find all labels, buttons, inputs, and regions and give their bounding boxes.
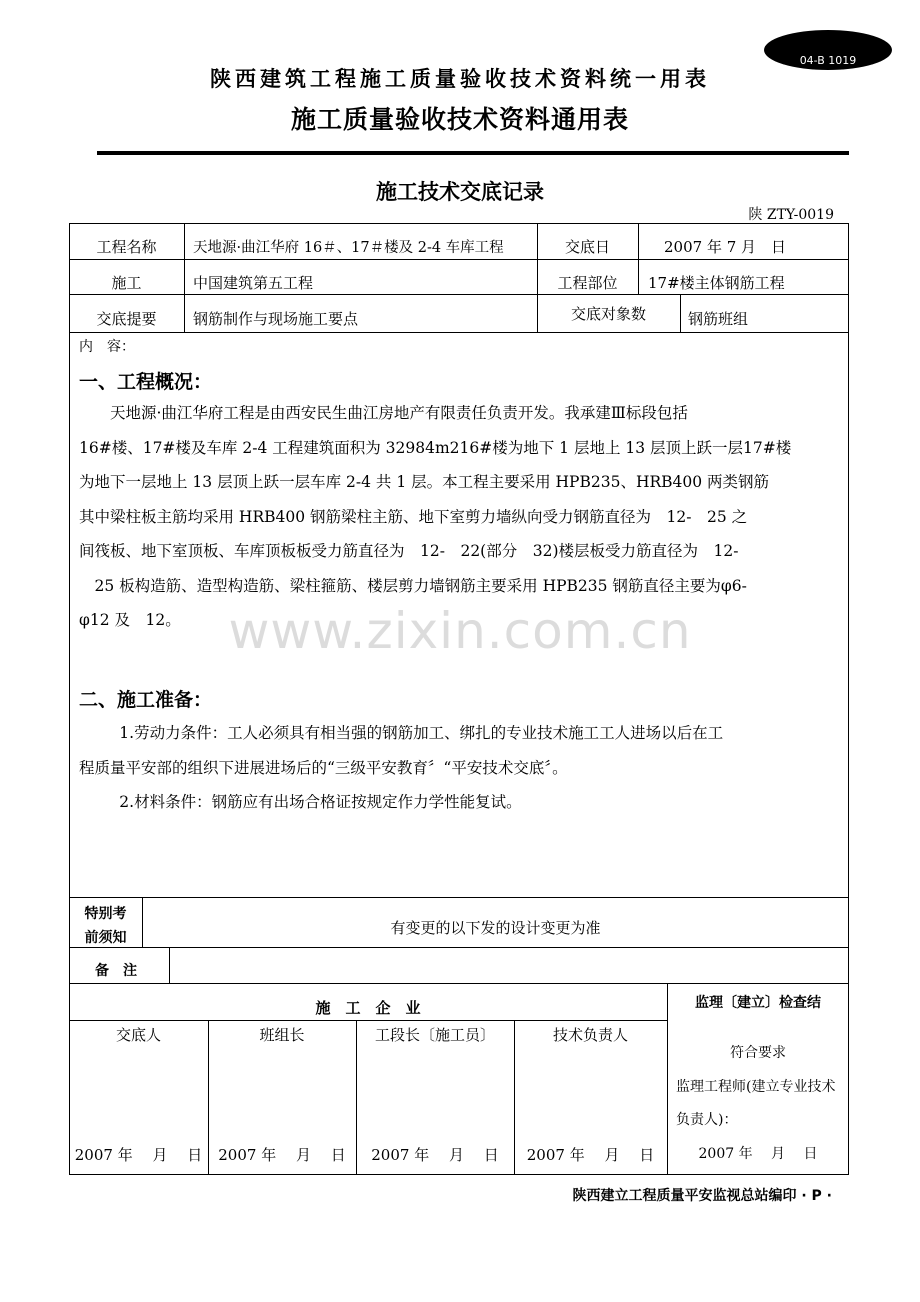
paragraph-line: 其中梁柱板主筋均采用 HRB400 钢筋梁柱主筋、地下室剪力墙纵向受力钢筋直径为 12- 25 之 — [79, 507, 748, 526]
construction-value: 中国建筑第五工程 — [193, 274, 314, 292]
form-number-text: 04-B 1019 — [799, 54, 857, 67]
summary-value: 钢筋制作与现场施工要点 — [193, 310, 359, 328]
paragraph-line: φ12 及 12。 — [79, 611, 181, 629]
summary-label: 交底提要 — [96, 310, 157, 328]
content-label: 内 容： — [79, 339, 135, 355]
role-technical-lead: 技术负责人 — [552, 1026, 628, 1044]
special-notes-label-line1: 特别考 — [84, 906, 127, 922]
target-label: 交底对象数 — [570, 305, 646, 323]
technical-lead-date: 2007 年 月 日 — [526, 1146, 655, 1164]
col-divider — [169, 947, 170, 983]
special-notes-value: 有变更的以下发的设计变更为准 — [390, 919, 601, 937]
project-name-value: 天地源·曲江华府 16＃、17＃楼及 2-4 车库工程 — [193, 240, 504, 256]
row-divider — [69, 259, 849, 260]
special-notes-label-line2: 前须知 — [84, 930, 127, 946]
part-label: 工程部位 — [557, 274, 618, 292]
supervision-label: 监理〔建立〕检查结 — [695, 995, 821, 1011]
form-code: 陕 ZTY-0019 — [748, 207, 834, 223]
main-title: 陕西建筑工程施工质量验收技术资料统一用表 — [210, 67, 710, 91]
part-value: 17#楼主体钢筋工程 — [648, 274, 785, 292]
footer-publisher: 陕西建立工程质量平安监视总站编印 · P · — [572, 1188, 832, 1204]
target-value: 钢筋班组 — [688, 310, 749, 328]
project-name-label: 工程名称 — [96, 238, 157, 256]
row-divider — [69, 1020, 667, 1021]
section-chief-date: 2007 年 月 日 — [371, 1146, 499, 1164]
supervising-engineer-line1: 监理工程师(建立专业技术 — [676, 1079, 836, 1095]
paragraph-line: 天地源·曲江华府工程是由西安民生曲江房地产有限责任负责开发。我承建Ⅲ标段包括 — [110, 404, 688, 422]
row-divider — [69, 294, 849, 295]
row-divider — [69, 947, 849, 948]
date-value: 2007 年 7 月 日 — [664, 238, 787, 256]
team-leader-date: 2007 年 月 日 — [218, 1146, 346, 1164]
paragraph-line: 1.劳动力条件：工人必须具有相当强的钢筋加工、绑扎的专业技术施工工人进场以后在工 — [119, 724, 724, 742]
paragraph-line: 为地下一层地上 13 层顶上跃一层车库 2-4 共 1 层。本工程主要采用 HPB235、HRB400 两类钢筋 — [79, 473, 770, 491]
row-divider — [69, 897, 849, 898]
watermark: www.zixin.com.cn — [228, 602, 692, 660]
section-1-title: 一、工程概况： — [79, 371, 213, 393]
sub-title: 施工质量验收技术资料通用表 — [290, 105, 629, 134]
role-section-chief: 工段长〔施工员〕 — [374, 1026, 495, 1044]
paragraph-line: 程质量平安部的组织下进展进场后的“三级平安教育〞“平安技术交底〞。 — [79, 758, 568, 777]
date-label: 交底日 — [564, 238, 610, 256]
remark-label: 备 注 — [95, 963, 137, 979]
paragraph-line: 间筏板、地下室顶板、车库顶板板受力筋直径为 12- 22(部分 32)楼层板受力筋直径为 12- — [79, 542, 739, 560]
supervision-date: 2007 年 月 日 — [698, 1146, 818, 1162]
handover-date: 2007 年 月 日 — [74, 1146, 203, 1164]
supervision-conclusion: 符合要求 — [730, 1045, 786, 1061]
enterprise-label: 施 工 企 业 — [315, 999, 421, 1017]
role-handover-person: 交底人 — [115, 1026, 161, 1044]
role-team-leader: 班组长 — [259, 1026, 305, 1044]
form-title: 施工技术交底记录 — [376, 180, 544, 204]
row-divider — [69, 983, 849, 984]
paragraph-line: 25 板构造筋、造型构造筋、梁柱箍筋、楼层剪力墙钢筋主要采用 HPB235 钢筋直径主要为φ6- — [79, 576, 747, 595]
title-rule — [97, 151, 849, 155]
paragraph-line: 16#楼、17#楼及车库 2-4 工程建筑面积为 32984m216#楼为地下 1 层地上 13 层顶上跃一层17#楼 — [79, 438, 792, 457]
construction-label: 施工 — [111, 274, 142, 292]
supervising-engineer-line2: 负责人)： — [676, 1112, 738, 1128]
col-divider — [638, 223, 639, 294]
col-divider — [680, 294, 681, 332]
section-1-body — [79, 396, 841, 638]
section-2-title: 二、施工准备： — [79, 689, 213, 711]
paragraph-line: 2.材料条件：钢筋应有出场合格证按规定作力学性能复试。 — [119, 793, 522, 811]
col-divider — [184, 223, 185, 332]
section-2-body — [79, 716, 841, 820]
row-divider — [69, 332, 849, 333]
